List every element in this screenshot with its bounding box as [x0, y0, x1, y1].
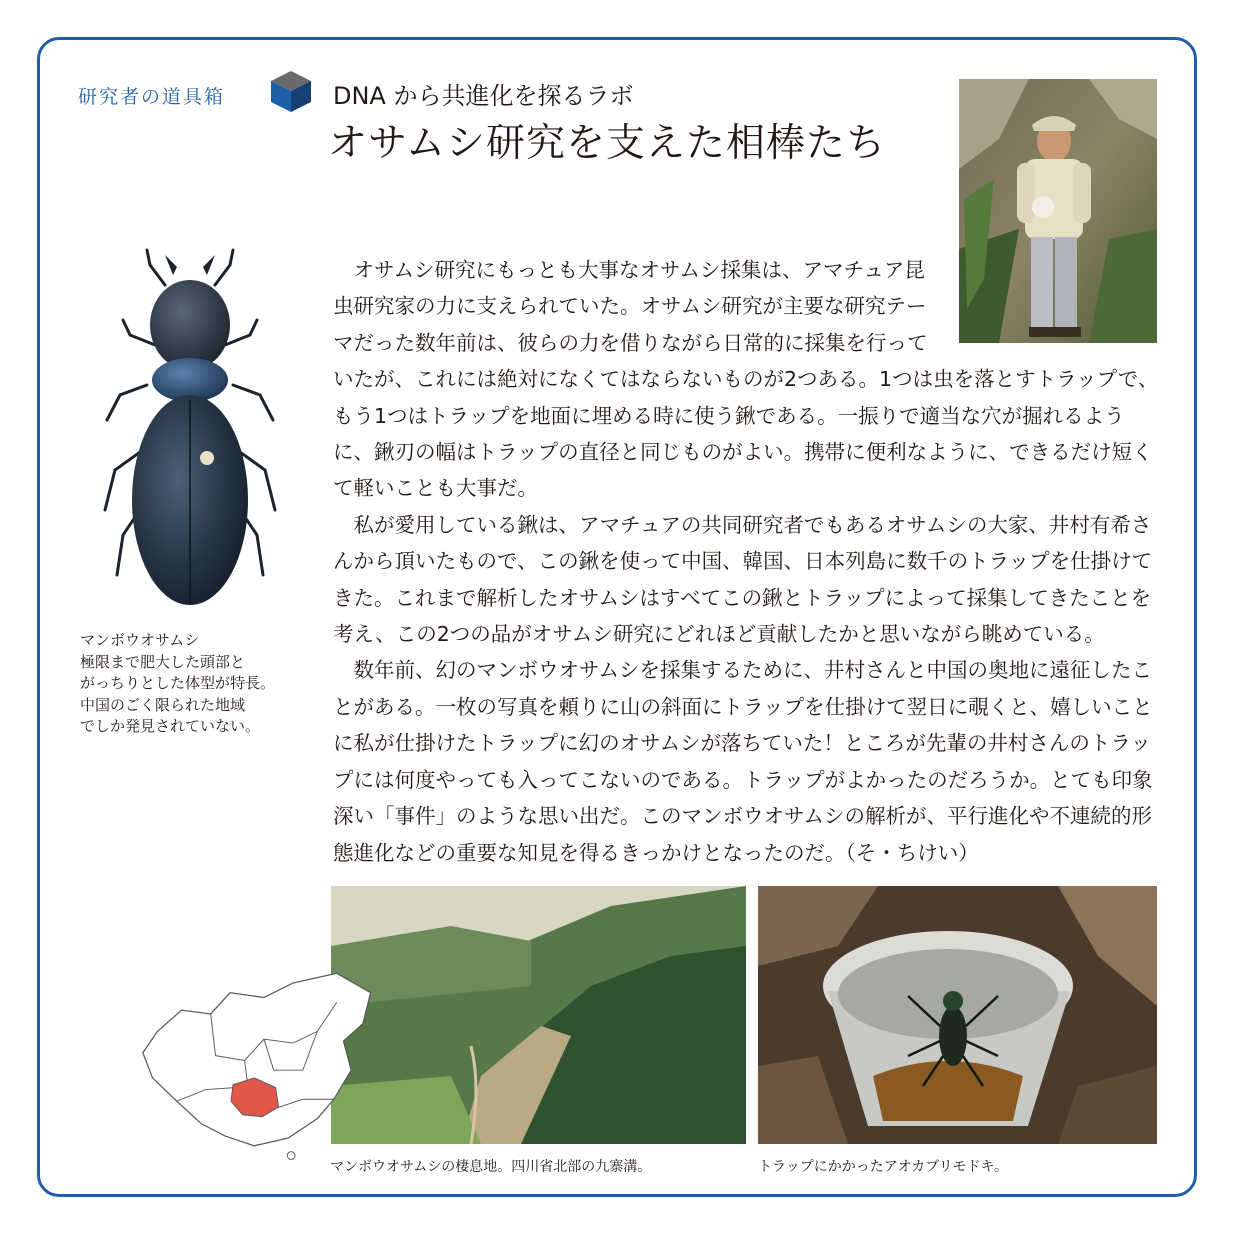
- beetle-caption-name: マンボウオサムシ: [80, 631, 200, 649]
- trap-caption: トラップにかかったアオカブリモドキ。: [758, 1159, 1009, 1175]
- article-body: [333, 252, 1163, 871]
- beetle-caption-line: がっちりとした体型が特長。: [80, 674, 276, 692]
- page-title: オサムシ研究を支えた相棒たち: [328, 121, 887, 166]
- beetle-caption: [80, 630, 320, 738]
- trap-photo: [758, 886, 1157, 1144]
- china-map: [138, 958, 390, 1163]
- beetle-caption-line: でしか発見されていない。: [80, 717, 261, 735]
- habitat-photo: [331, 886, 746, 1144]
- series-label: 研究者の道具箱: [78, 86, 226, 108]
- body-paragraph: 私が愛用している鍬は、アマチュアの共同研究者でもあるオサムシの大家、井村有希さんから頂いたもので、この鍬を使って中国、韓国、日本列島に数千のトラップを仕掛けてきた。これまで解析したオサムシはすべてこの鍬とトラップによって採集してきたことを考え、この2つの品がオサムシ研究にどれほど貢献したかと思いながら眺めている。: [333, 512, 1153, 647]
- cube-icon: [268, 68, 314, 114]
- beetle-caption-line: 極限まで肥大した頭部と: [80, 652, 246, 671]
- subtitle: DNA から共進化を探るラボ: [333, 82, 634, 110]
- body-paragraph: 数年前、幻のマンボウオサムシを採集するために、井村さんと中国の奥地に遠征したことがある。一枚の写真を頼りに山の斜面にトラップを仕掛けて翌日に覗くと、嬉しいことに私が仕掛けたトラップに幻のオサムシが落ちていた！ところが先輩の井村さんのトラップには何度やっても入ってこないのである。トラップがよかったのだろうか。とても印象深い「事件」のような思い出だ。このマンボウオサムシの解析が、平行進化や不連続的形態進化などの重要な知見を得るきっかけとなったのだ。（そ・ちけい）: [333, 658, 1153, 865]
- habitat-caption: マンボウオサムシの棲息地。四川省北部の九寨溝。: [330, 1159, 652, 1175]
- beetle-caption-line: 中国のごく限られた地域: [80, 695, 246, 714]
- body-paragraph: オサムシ研究にもっとも大事なオサムシ採集は、アマチュア昆虫研究家の力に支えられていた。オサムシ研究が主要な研究テーマだった数年前は、彼らの力を借りながら日常的に採集を行っていたが、これには絶対になくてはならないものが2つある。1つは虫を落とすトラップで、もう1つはトラップを地面に埋める時に使う鍬である。一振りで適当な穴が掘れるように、鍬刃の幅はトラップの直径と同じものがよい。携帯に便利なように、できるだけ短くて軽いことも大事だ。: [333, 258, 1159, 501]
- beetle-photo: [95, 245, 285, 615]
